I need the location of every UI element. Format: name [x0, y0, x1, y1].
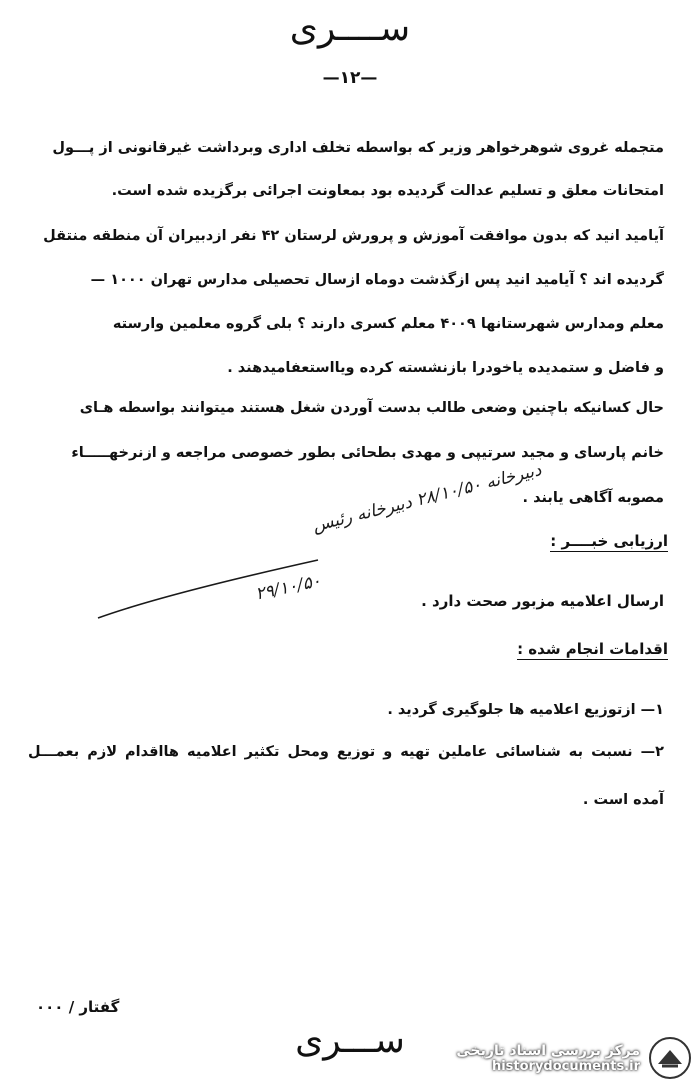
paragraph-1: [28, 136, 664, 222]
text-line: متجمله غروی شوهرخواهر وزیر که بواسطه تخلف اداری وبرداشت غیرقانونی از پـــول: [52, 140, 664, 156]
watermark-text: [456, 1043, 640, 1074]
text-line: حال کسانیکه باچنین وضعی طالب بدست آوردن شغل هستند میتوانند بواسطه هـای: [79, 400, 664, 416]
text-line: آیامید انید که بدون موافقت آموزش و پرورش لرستان ۴۲ نفر ازدبیران آن منطقه منتقل: [43, 228, 664, 244]
assessment-heading: ارزیابی خبــــر :: [550, 532, 668, 550]
classification-header: ســــری: [289, 8, 411, 49]
action-item-2-continued: آمده است .: [582, 792, 664, 808]
text-line: و فاضل و ستمدیده یاخودرا بازنشسته کرده ویااستعفامیدهند .: [227, 360, 664, 376]
text-line: خانم پارسای و مجید سرتیپی و مهدی بطحائی بطور خصوصی مراجعه و ازنرخهـــــاء: [71, 445, 664, 461]
assessment-text: ارسال اعلامیه مزبور صحت دارد .: [421, 592, 664, 610]
handwritten-line-1: دبیرخانه ۲۸/۱۰/۵۰ دبیرخانه رئیس: [310, 460, 544, 537]
page-number: —۱۲—: [322, 68, 378, 88]
watermark-title: مرکز بررسی اسناد تاریخی: [456, 1042, 640, 1059]
handwritten-line-2: ۲۹/۱۰/۵۰: [253, 571, 323, 605]
watermark-url: historydocuments.ir: [491, 1058, 640, 1074]
footer-reference: گفتار / ۰۰۰: [36, 998, 120, 1016]
paragraph-2: [28, 224, 664, 400]
watermark: [436, 1030, 692, 1086]
actions-heading: اقدامات انجام شده :: [517, 640, 668, 658]
text-line: معلم ومدارس شهرستانها ۴۰۰۹ معلم کسری دارند ؟ بلی گروه معلمین وارسته: [112, 316, 664, 332]
action-item-2: ۲— نسبت به شناسائی عاملین تهیه و توزیع ومحل تکثیر اعلامیه هااقدام لازم بعمـــل: [28, 744, 664, 760]
action-item-1: ۱— ازتوزیع اعلامیه ها جلوگیری گردید .: [387, 702, 664, 718]
text-line: مصوبه آگاهی یابند .: [522, 490, 664, 506]
text-line: امتحانات معلق و تسلیم عدالت گردیده بود بمعاونت اجرائی برگزیده شده است.: [111, 183, 664, 199]
text-line: گردیده اند ؟ آیامید انید پس ازگذشت دوماه ازسال تحصیلی مدارس تهران ۱۰۰۰ —: [90, 272, 664, 288]
classification-footer: ســـری: [295, 1020, 405, 1061]
book-logo-icon: [648, 1036, 692, 1080]
